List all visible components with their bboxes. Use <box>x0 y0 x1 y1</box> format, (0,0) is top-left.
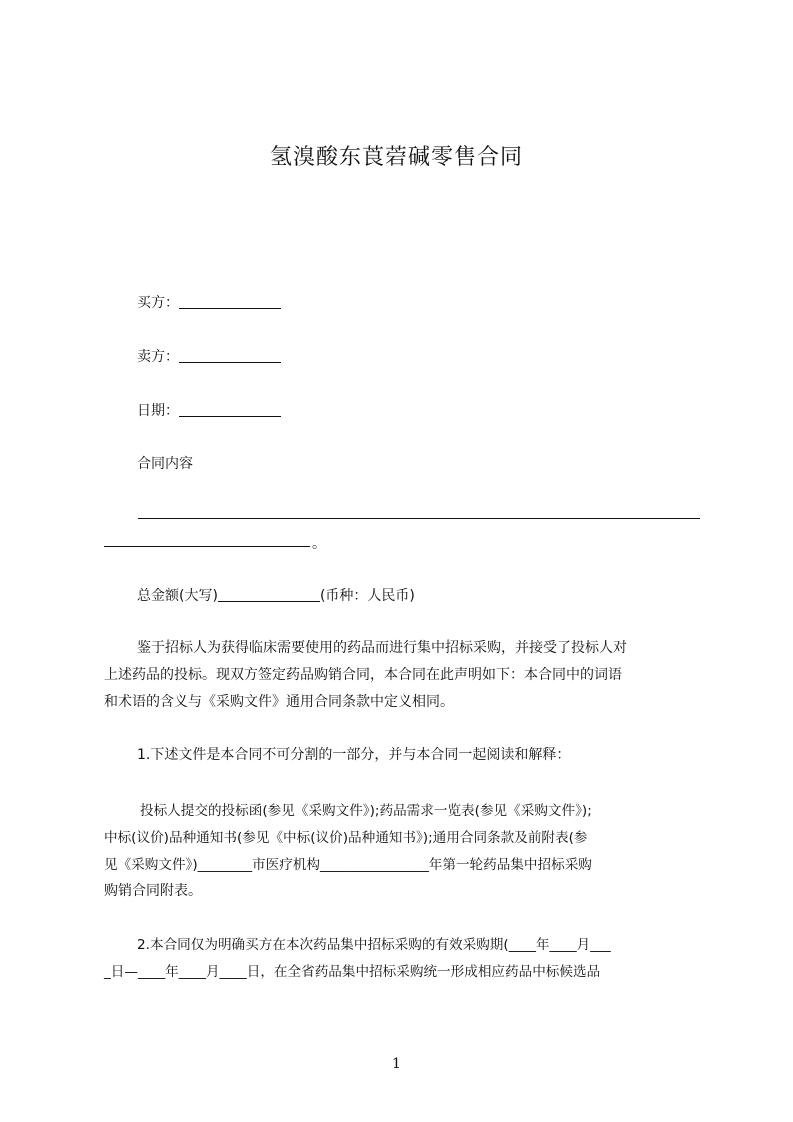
preamble-line-3: 和术语的含义与《采购文件》通用合同条款中定义相同。 <box>104 694 454 710</box>
preamble-line-2: 上述药品的投标。现双方签定药品购销合同，本合同在此声明如下：本合同中的词语 <box>104 667 622 683</box>
total-blank <box>218 587 320 602</box>
content-blank-line-2 <box>104 546 310 547</box>
total-label: 总金额(大写) <box>137 588 218 604</box>
page-number: 1 <box>392 1056 401 1072</box>
seller-field <box>137 346 281 366</box>
documents-line-1: 投标人提交的投标函(参见《采购文件》);药品需求一览表(参见《采购文件》); <box>140 803 592 819</box>
buyer-label: 买方： <box>137 295 179 311</box>
seller-label: 卖方： <box>137 349 179 365</box>
date-field <box>137 400 281 420</box>
document-title: 氢溴酸东莨菪碱零售合同 <box>269 145 523 170</box>
documents-line-2: 中标(议价)品种通知书(参见《中标(议价)品种通知书》);通用合同条款及前附表(参 <box>104 830 588 846</box>
clause-2-line-2: _日—____年____月____日，在全省药品集中招标采购统一形成相应药品中标候选品 <box>104 964 601 980</box>
seller-blank <box>179 348 281 363</box>
content-blank-line-1 <box>138 518 700 519</box>
total-amount-field <box>137 585 415 605</box>
documents-line-4: 购销合同附表。 <box>104 883 202 899</box>
clause-1: 1.下述文件是本合同不可分割的一部分，并与本合同一起阅读和解释： <box>137 747 571 763</box>
total-currency: (币种：人民币) <box>319 588 415 604</box>
date-blank <box>179 402 281 417</box>
preamble-line-1: 鉴于招标人为获得临床需要使用的药品而进行集中招标采购，并接受了投标人对 <box>137 640 627 656</box>
documents-line-3: 见《采购文件》)________市医疗机构________________年第一轮药品集中招标采购 <box>104 857 592 873</box>
buyer-field <box>137 292 281 312</box>
content-end-mark: 。 <box>312 536 326 552</box>
buyer-blank <box>179 294 281 309</box>
clause-2-line-1: 2.本合同仅为明确买方在本次药品集中招标采购的有效采购期(____年____月___ <box>137 937 611 953</box>
content-heading: 合同内容 <box>137 456 193 472</box>
date-label: 日期： <box>137 403 179 419</box>
